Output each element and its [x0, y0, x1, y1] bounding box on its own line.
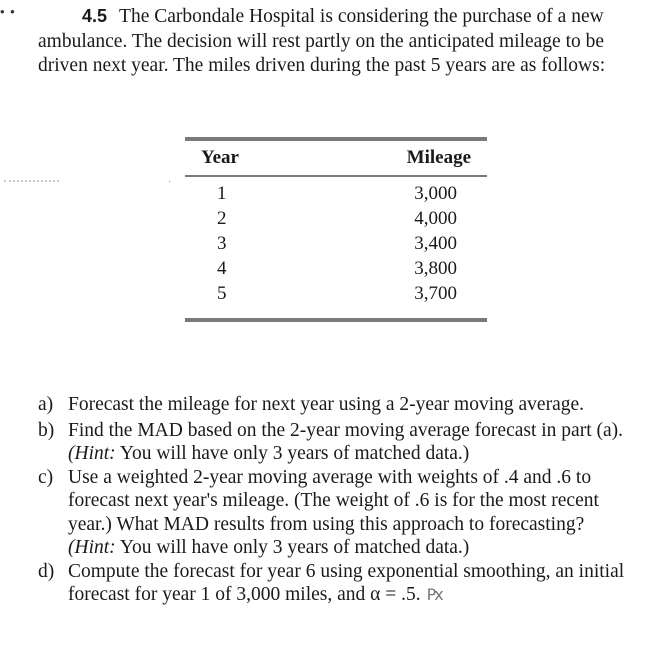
year-cell: 2	[217, 208, 227, 229]
margin-mark	[4, 180, 59, 182]
table-row	[185, 256, 487, 281]
question-a	[38, 393, 628, 417]
mileage-cell: 3,000	[414, 183, 457, 204]
mileage-cell: 3,700	[311, 281, 487, 320]
question-b-text: Find the MAD based on the 2-year moving average forecast in part (a).	[68, 419, 624, 441]
year-cell: 5	[185, 281, 311, 320]
question-b-label: b)	[38, 419, 55, 441]
problem-number: 4.5	[82, 6, 108, 26]
mileage-cell: 3,800	[414, 258, 457, 279]
question-b-hint-label: (Hint:	[68, 443, 116, 464]
question-c-label: c)	[38, 466, 54, 488]
table-row	[185, 281, 487, 320]
mileage-cell: 4,000	[414, 208, 457, 229]
table-row	[185, 206, 487, 231]
handwritten-mark: Px	[426, 585, 442, 604]
problem-intro-text: The Carbondale Hospital is considering the purchase of a new ambulance. The decision will rest partly on the anticipated mileage to be driven next year. The miles driven during the past 5 years are as follows:	[38, 6, 606, 76]
question-d-label: d)	[38, 560, 55, 582]
difficulty-dots: • •	[0, 4, 16, 19]
stray-mark: ·	[168, 177, 172, 188]
table-row	[185, 176, 487, 206]
question-c-text: Use a weighted 2-year moving average with weights of .4 and .6 to forecast next year's mileage. (The weight of .6 is for the most recent year.) What MAD results from using this approach to forecasting?	[68, 466, 599, 535]
mileage-table	[185, 137, 487, 322]
question-b	[38, 419, 628, 466]
question-c-hint-label: (Hint:	[68, 537, 116, 558]
table-row	[185, 231, 487, 256]
year-cell: 4	[217, 258, 227, 279]
question-d	[38, 560, 628, 607]
year-cell: 3	[217, 233, 227, 254]
question-c	[38, 466, 628, 560]
question-list	[38, 393, 628, 607]
mileage-table-container	[185, 137, 487, 322]
problem-intro	[38, 4, 638, 79]
header-mileage: Mileage	[406, 147, 471, 168]
header-year: Year	[201, 147, 239, 168]
year-cell: 1	[217, 183, 227, 204]
question-b-hint-text: You will have only 3 years of matched data.)	[119, 443, 470, 464]
table-header-row	[185, 139, 487, 176]
mileage-cell: 3,400	[414, 233, 457, 254]
question-a-label: a)	[38, 394, 54, 415]
question-c-hint-text: You will have only 3 years of matched data.)	[119, 537, 470, 558]
question-d-text: Compute the forecast for year 6 using exponential smoothing, an initial forecast for year 1 of 3,000 miles, and α = .5.	[68, 560, 625, 605]
question-a-text: Forecast the mileage for next year using a 2-year moving average.	[68, 394, 584, 415]
